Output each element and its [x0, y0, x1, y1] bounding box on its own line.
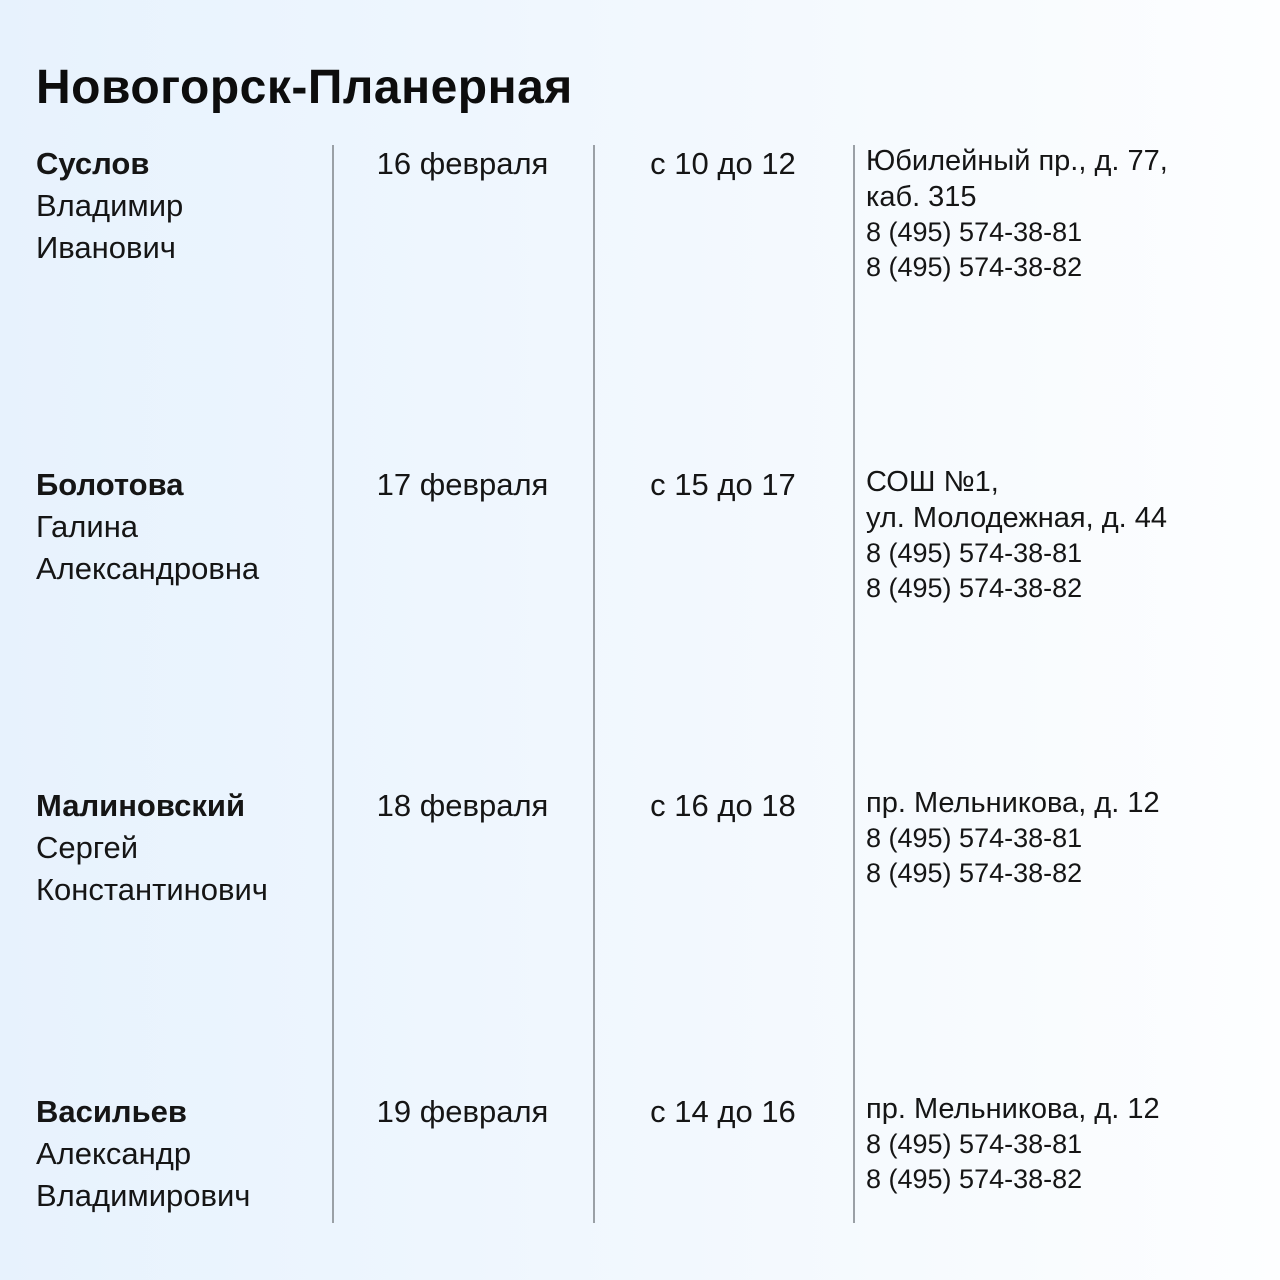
patronymic: Владимирович: [36, 1178, 251, 1213]
official-name: [36, 464, 326, 590]
patronymic: Иванович: [36, 230, 176, 265]
column-divider-name-date: [332, 145, 334, 1223]
surname: Суслов: [36, 146, 150, 181]
address-line: пр. Мельникова, д. 12: [866, 787, 1160, 819]
reception-date: 17 февраля: [376, 467, 549, 502]
first-name: Владимир: [36, 188, 184, 223]
first-name: Сергей: [36, 830, 139, 865]
official-name: [36, 1091, 326, 1217]
address-contacts: [866, 1091, 1266, 1197]
phone-number: 8 (495) 574-38-81: [866, 1129, 1083, 1159]
address-line: пр. Мельникова, д. 12: [866, 1093, 1160, 1125]
phone-number: 8 (495) 574-38-82: [866, 858, 1083, 888]
patronymic: Константинович: [36, 872, 268, 907]
phone-number: 8 (495) 574-38-82: [866, 252, 1083, 282]
address-contacts: [866, 143, 1266, 285]
surname: Малиновский: [36, 788, 246, 823]
surname: Болотова: [36, 467, 184, 502]
phone-number: 8 (495) 574-38-81: [866, 538, 1083, 568]
reception-date: 19 февраля: [376, 1094, 549, 1129]
page-title: Новогорск-Планерная: [36, 61, 573, 114]
phone-number: 8 (495) 574-38-82: [866, 573, 1083, 603]
phone-number: 8 (495) 574-38-82: [866, 1164, 1083, 1194]
first-name: Галина: [36, 509, 139, 544]
patronymic: Александровна: [36, 551, 260, 586]
column-divider-time-address: [853, 145, 855, 1223]
surname: Васильев: [36, 1094, 187, 1129]
reception-time: с 10 до 12: [650, 146, 796, 181]
address-line: Юбилейный пр., д. 77,: [866, 145, 1168, 177]
column-divider-date-time: [593, 145, 595, 1223]
address-contacts: [866, 785, 1266, 891]
official-name: [36, 785, 326, 911]
address-contacts: [866, 464, 1266, 606]
reception-time: с 16 до 18: [650, 788, 796, 823]
phone-number: 8 (495) 574-38-81: [866, 823, 1083, 853]
reception-date: 18 февраля: [376, 788, 549, 823]
reception-time: с 14 до 16: [650, 1094, 796, 1129]
phone-number: 8 (495) 574-38-81: [866, 217, 1083, 247]
address-line: каб. 315: [866, 181, 977, 213]
address-line: СОШ №1,: [866, 466, 999, 498]
address-line: ул. Молодежная, д. 44: [866, 502, 1167, 534]
reception-time: с 15 до 17: [650, 467, 796, 502]
first-name: Александр: [36, 1136, 192, 1171]
reception-date: 16 февраля: [376, 146, 549, 181]
official-name: [36, 143, 326, 269]
